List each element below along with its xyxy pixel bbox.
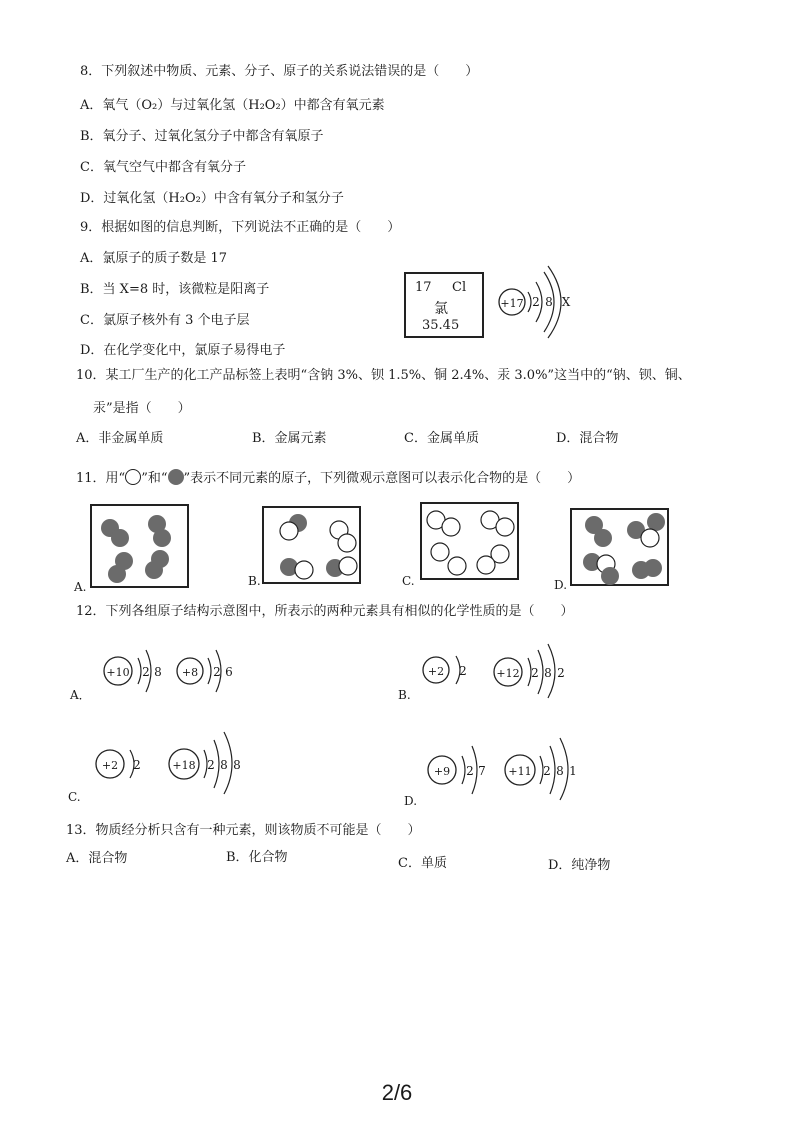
electron-count: 7 [478, 764, 486, 778]
q12-atoms-d [424, 736, 594, 802]
gray-atom [647, 513, 665, 531]
q11-diagram-a [90, 504, 190, 590]
electron-count: 8 [233, 758, 241, 772]
element-mass: 35.45 [422, 318, 460, 333]
electron-count: 2 [466, 764, 474, 778]
q9-option-d: D．在化学变化中，氯原子易得电子 [80, 343, 286, 358]
white-atom [338, 534, 356, 552]
gray-atom [111, 529, 129, 547]
white-atom [431, 543, 449, 561]
q11-label-c: C. [402, 574, 415, 588]
electron-count: 8 [154, 665, 162, 679]
chlorine-element-card [404, 272, 484, 338]
q12-stem: 12．下列各组原子结构示意图中，所表示的两种元素具有相似的化学性质的是（ ） [76, 604, 574, 619]
q12-label-b: B. [398, 688, 411, 702]
electron-count: 8 [556, 764, 564, 778]
nucleus-charge: +12 [496, 667, 520, 680]
electron-count: 2 [532, 295, 540, 309]
electron-count: 1 [569, 764, 577, 778]
nucleus-charge: +8 [181, 666, 199, 679]
electron-count: 2 [213, 665, 221, 679]
nucleus-charge: +18 [172, 759, 196, 772]
q13-option-a: A．混合物 [66, 851, 128, 866]
q12-atoms-a [100, 642, 250, 698]
gray-atom [145, 561, 163, 579]
electron-count: 2 [557, 666, 565, 680]
nucleus-charge: +11 [508, 765, 532, 778]
q9-option-b: B．当 X=8 时，该微粒是阳离子 [80, 282, 270, 297]
q11-stem-post: ”表示不同元素的原子，下列微观示意图可以表示化合物的是（ ） [183, 471, 581, 486]
nucleus-charge: +10 [106, 666, 130, 679]
q11-stem [76, 469, 580, 487]
electron-count: 8 [220, 758, 228, 772]
q10-option-b: B．金属元素 [252, 431, 327, 446]
q10-option-c: C．金属单质 [404, 431, 479, 446]
q13-option-d: D．纯净物 [548, 858, 611, 873]
electron-count: 8 [545, 295, 553, 309]
white-atom [295, 561, 313, 579]
q12-label-d: D. [404, 794, 418, 808]
q11-diagram-b [262, 506, 362, 586]
gray-atom [594, 529, 612, 547]
white-atom-icon [125, 469, 141, 485]
q13-stem: 13．物质经分析只含有一种元素，则该物质不可能是（ ） [66, 823, 421, 838]
nucleus-charge: +9 [433, 765, 451, 778]
white-atom [641, 529, 659, 547]
gray-atom [108, 565, 126, 583]
element-name: 氯 [434, 301, 448, 317]
white-atom [442, 518, 460, 536]
electron-count: 2 [133, 758, 141, 772]
white-atom [280, 522, 298, 540]
gray-atom-icon [168, 469, 184, 485]
q9-stem: 9．根据如图的信息判断，下列说法不正确的是（ ） [80, 220, 401, 235]
page-number: 2/6 [381, 1080, 413, 1105]
q11-label-a: A. [74, 580, 87, 594]
q11-stem-pre: 11．用“ [76, 471, 126, 486]
q11-stem-mid: ”和“ [141, 471, 168, 486]
q11-label-d: D. [554, 578, 568, 592]
nucleus-charge: +2 [427, 665, 445, 678]
shell-arc [528, 292, 531, 312]
electron-count: 2 [142, 665, 150, 679]
nucleus-charge: +2 [101, 759, 119, 772]
electron-count: 2 [531, 666, 539, 680]
white-atom [448, 557, 466, 575]
element-atomic-number: 17 [415, 280, 432, 295]
q12-atoms-b [420, 640, 590, 700]
q10-stem-line1: 10．某工厂生产的化工产品标签上表明“含钠 3%、钡 1.5%、铜 2.4%、汞 3.0%”这当中的“钠、钡、铜、 [76, 368, 691, 383]
q12-atoms-c [92, 730, 262, 796]
q11-diagram-d [570, 508, 670, 588]
q9-option-a: A．氯原子的质子数是 17 [80, 251, 228, 266]
electron-count: 8 [544, 666, 552, 680]
q13-option-c: C．单质 [398, 856, 447, 871]
q10-option-d: D．混合物 [556, 431, 619, 446]
white-atom [496, 518, 514, 536]
q9-option-c: C．氯原子核外有 3 个电子层 [80, 313, 250, 328]
q12-label-a: A． [70, 688, 91, 702]
q8-option-b: B．氧分子、过氧化氢分子中都含有氧原子 [80, 129, 324, 144]
q13-option-b: B．化合物 [226, 850, 288, 865]
electron-count: 2 [459, 664, 467, 678]
q11-diagram-c [420, 502, 520, 582]
q8-option-d: D．过氧化氢（H₂O₂）中含有氧分子和氢分子 [80, 191, 344, 206]
chlorine-atom-diagram [490, 262, 590, 344]
q8-option-c: C．氧气空气中都含有氧分子 [80, 160, 246, 175]
nucleus-charge: +17 [500, 297, 524, 310]
q10-option-a: A．非金属单质 [76, 431, 164, 446]
q8-stem: 8．下列叙述中物质、元素、分子、原子的关系说法错误的是（ ） [80, 64, 479, 79]
electron-count: 2 [207, 758, 215, 772]
q10-stem-line2: 汞”是指（ ） [93, 401, 191, 416]
electron-count: X [561, 295, 571, 309]
element-symbol: Cl [452, 280, 467, 295]
electron-count: 6 [225, 665, 233, 679]
q11-label-b: B. [248, 574, 261, 588]
white-atom [477, 556, 495, 574]
q8-option-a: A．氧气（O₂）与过氧化氢（H₂O₂）中都含有氧元素 [80, 98, 385, 113]
white-atom [339, 557, 357, 575]
q12-label-c: C. [68, 790, 81, 804]
gray-atom [153, 529, 171, 547]
gray-atom [644, 559, 662, 577]
electron-count: 2 [543, 764, 551, 778]
gray-atom [601, 567, 619, 585]
